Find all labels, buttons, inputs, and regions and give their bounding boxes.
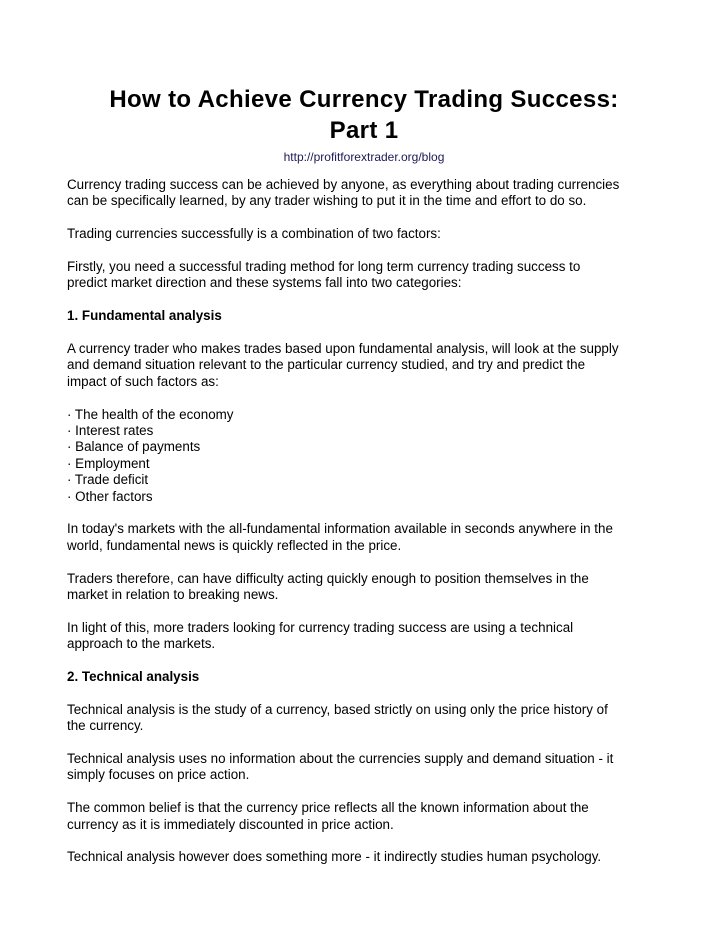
paragraph-line: A currency trader who makes trades based upon fundamental analysis, will look at the supply <box>67 341 619 356</box>
paragraph-line: and demand situation relevant to the particular currency studied, and try and predict the <box>67 357 586 373</box>
paragraph-line: market in relation to breaking news. <box>67 587 279 603</box>
paragraph-line: impact of such factors as: <box>67 373 219 389</box>
paragraph-line: The common belief is that the currency price reflects all the known information about the <box>67 800 589 816</box>
paragraph-line: Technical analysis uses no information about the currencies supply and demand situation - it <box>67 751 614 767</box>
paragraph-line: world, fundamental news is quickly reflected in the price. <box>67 537 402 553</box>
paragraph-line: approach to the markets. <box>67 636 216 652</box>
document-title <box>0 84 728 146</box>
paragraph-line: In light of this, more traders looking for currency trading success are using a technical <box>67 619 574 635</box>
bullet-item: · Employment <box>67 455 150 471</box>
title-line-2: Part 1 <box>329 117 399 144</box>
paragraph-line: the currency. <box>67 718 144 734</box>
paragraph-line: Currency trading success can be achieved by anyone, as everything about trading currencies <box>67 177 620 192</box>
section-heading-technical: 2. Technical analysis <box>67 669 200 685</box>
paragraph-line: Firstly, you need a successful trading method for long term currency trading success to <box>67 259 581 274</box>
bullet-item: · Balance of payments <box>67 439 201 455</box>
paragraph-line: In today's markets with the all-fundamental information available in seconds anywhere in the <box>67 521 613 537</box>
paragraph-line: Technical analysis however does something more - it indirectly studies human psychology. <box>67 849 602 865</box>
bullet-item: · Trade deficit <box>67 472 149 488</box>
paragraph-line: can be specifically learned, by any trader wishing to put it in the time and effort to do so. <box>67 193 587 209</box>
paragraph-line: Traders therefore, can have difficulty acting quickly enough to position themselves in the <box>67 570 589 586</box>
document-body <box>67 177 667 866</box>
section-heading-fundamental: 1. Fundamental analysis <box>67 308 222 324</box>
paragraph-line: Technical analysis is the study of a currency, based strictly on using only the price history of <box>67 701 608 717</box>
paragraph-line: simply focuses on price action. <box>67 767 250 783</box>
bullet-item: · Interest rates <box>67 423 154 439</box>
paragraph-line: Trading currencies successfully is a combination of two factors: <box>67 226 441 242</box>
paragraph-line: predict market direction and these systems fall into two categories: <box>67 275 462 291</box>
bullet-item: · The health of the economy <box>67 406 234 422</box>
source-url: http://profitforextrader.org/blog <box>283 150 445 164</box>
paragraph-line: currency as it is immediately discounted in price action. <box>67 816 394 832</box>
bullet-item: · Other factors <box>67 488 153 504</box>
title-line-1: How to Achieve Currency Trading Success: <box>109 86 619 113</box>
